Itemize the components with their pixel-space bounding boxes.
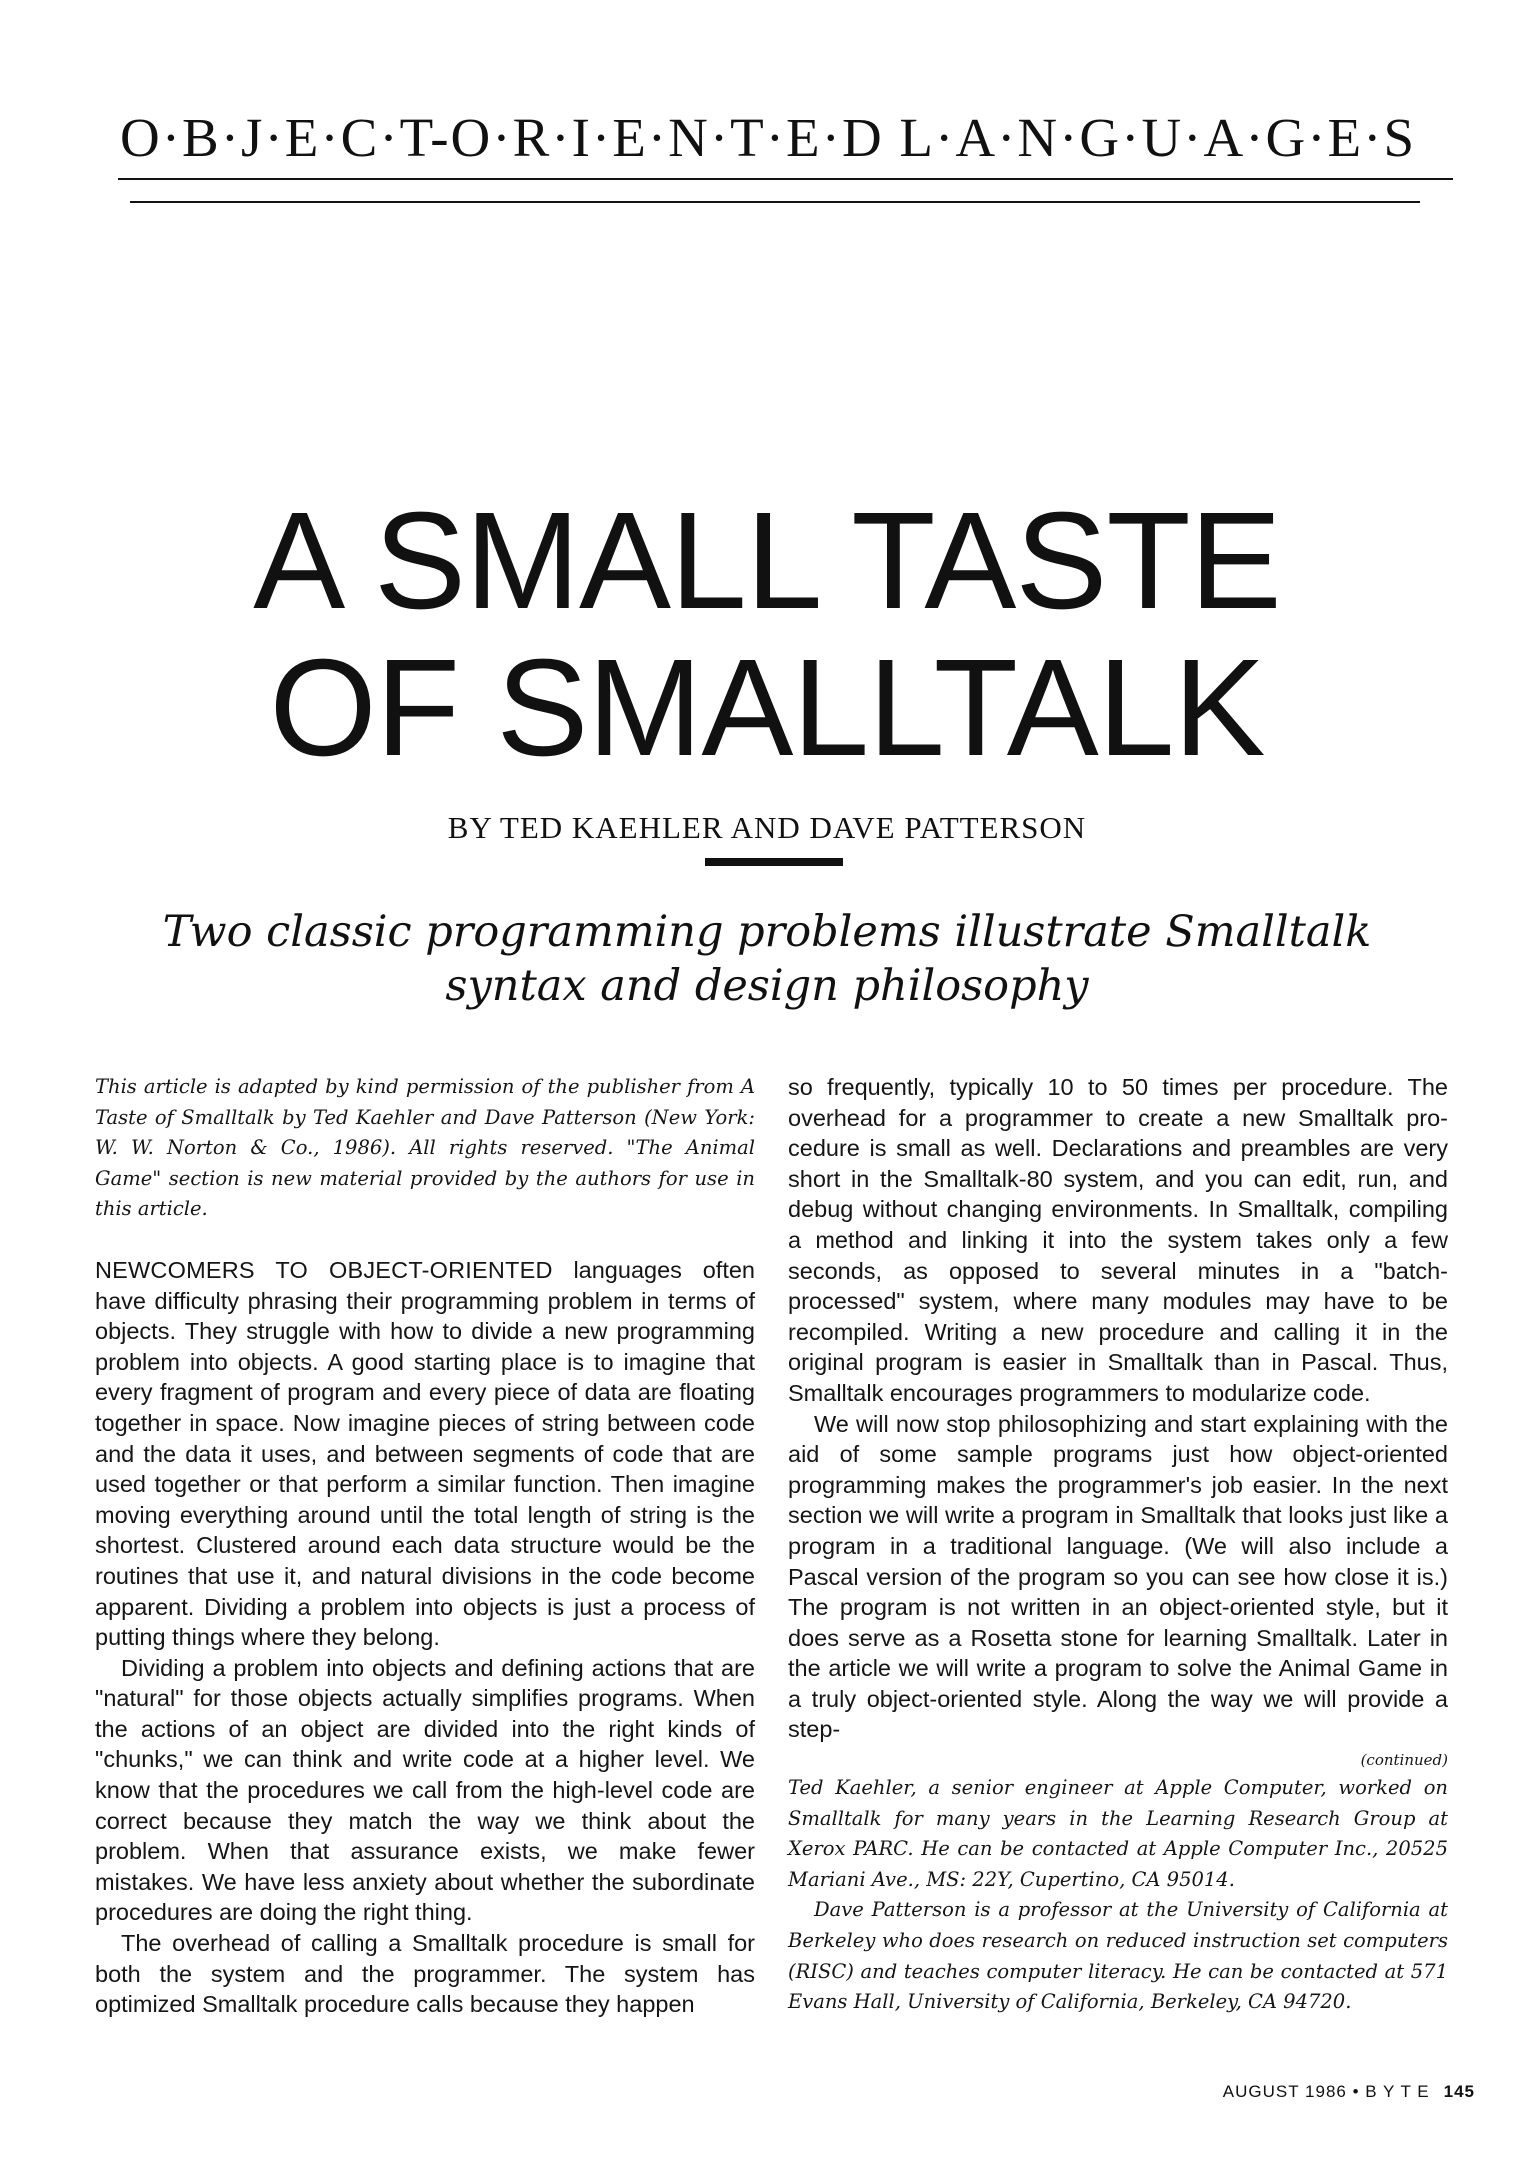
text-column-left: [95, 1072, 755, 2020]
body-paragraph-3: The overhead of calling a Smalltalk procedure is small for both the system and the programmer. The system has optimized Smalltalk procedure calls because they happen: [95, 1930, 755, 2018]
header-rule-top: [118, 178, 1453, 180]
article-subtitle-line-2: syntax and design philosophy: [445, 961, 1089, 1011]
text-column-right: [788, 1072, 1448, 2018]
editor-note: This article is adapted by kind permission of the publisher from A Taste of Smalltalk by Ted Kaehler and Dave Patterson (New York: W. W. Norton & Co., 1986). All rights reserved. "The Animal Game" section is new material provided by the authors for use in this article.: [95, 1075, 755, 1221]
continued-marker: (continued): [1360, 1751, 1448, 1770]
article-title: [100, 484, 1434, 785]
body-paragraph-1: [95, 1255, 755, 1653]
article-title-line-2: OF SMALLTALK: [269, 631, 1265, 785]
byline: BY TED KAEHLER AND DAVE PATTERSON: [447, 810, 1087, 845]
section-header: O·B·J·E·C·T-O·R·I·E·N·T·E·D L·A·N·G·U·A·G·E·S: [120, 107, 1417, 168]
issue-label: AUGUST 1986 • B Y T E: [1222, 2082, 1430, 2101]
body-paragraph-5: We will now stop philosophizing and start explaining with the aid of some sample programs just how object-oriented programming makes the programmer's job easier. In the next section we will write a program in Smalltalk that looks just like a program in a traditional language. (We will also include a Pascal version of the program so you can see how close it is.) The program is not written in an object-oriented style, but it does serve as a Rosetta stone for learning Smalltalk. Later in the article we will write a program to solve the Animal Game in a truly object-oriented style. Along the way we will provide a step-: [788, 1410, 1448, 1743]
article-subtitle-line-1: Two classic programming problems illustrate Smalltalk: [162, 907, 1372, 957]
body-paragraph-2: Dividing a problem into objects and defining actions that are "natural" for those objects actually simplifies programs. When the actions of an object are divided into the right kinds of "chunks," we can think and write code at a higher level. We know that the procedures we call from the high-level code are correct because they match the way we think about the problem. When that assurance exists, we make fewer mistakes. We have less anxiety about whether the subordinate procedures are doing the right thing.: [95, 1654, 755, 1926]
page-footer: [1150, 2082, 1475, 2102]
body-paragraph-1-text: languages often have difficulty phrasing their programming problem in terms of objects. They struggle with how to divide a new programming problem into objects. A good starting place is to imagine that every fragment of program and every piece of data are floating together in space. Now imagine pieces of string between code and the data it uses, and between segments of code that are used together or that perform a similar function. Then imagine moving everything around until the total length of string is the shortest. Clustered around each data structure would be the routines that use it, and natural divisions in the code become apparent. Dividing a problem into objects is just a process of putting things where they belong.: [95, 1256, 755, 1651]
body-paragraph-4: so frequently, typically 10 to 50 times per procedure. The overhead for a programmer to create a new Smalltalk procedure is small as well. Declarations and preambles are very short in the Smalltalk-80 system, and you can edit, run, and debug without changing environments. In Smalltalk, compiling a method and linking it into the system takes only a few seconds, as opposed to several minutes in a "batch-processed" system, where many modules may have to be recompiled. Writing a new procedure and calling it in the original program is easier in Smalltalk than in Pascal. Thus, Smalltalk encourages programmers to modularize code.: [788, 1074, 1448, 1406]
page-number: 145: [1443, 2082, 1475, 2101]
header-rule-bottom: [130, 201, 1420, 203]
article-title-line-1: A SMALL TASTE: [253, 484, 1281, 638]
article-subtitle: [150, 905, 1384, 1013]
author-bio-patterson: Dave Patterson is a professor at the University of California at Berkeley who does research on reduced instruction set computers (RISC) and teaches computer literacy. He can be contacted at 571 Evans Hall, University of California, Berkeley, CA 94720.: [788, 1898, 1448, 2014]
lead-in-caps: NEWCOMERS TO OBJECT-ORIENTED: [95, 1256, 553, 1283]
byline-divider-bar: [705, 858, 843, 866]
author-bio-kaehler: Ted Kaehler, a senior engineer at Apple Computer, worked on Smalltalk for many years in the Learning Research Group at Xerox PARC. He can be contacted at Apple Computer Inc., 20525 Mariani Ave., MS: 22Y, Cupertino, CA 95014.: [788, 1776, 1448, 1891]
